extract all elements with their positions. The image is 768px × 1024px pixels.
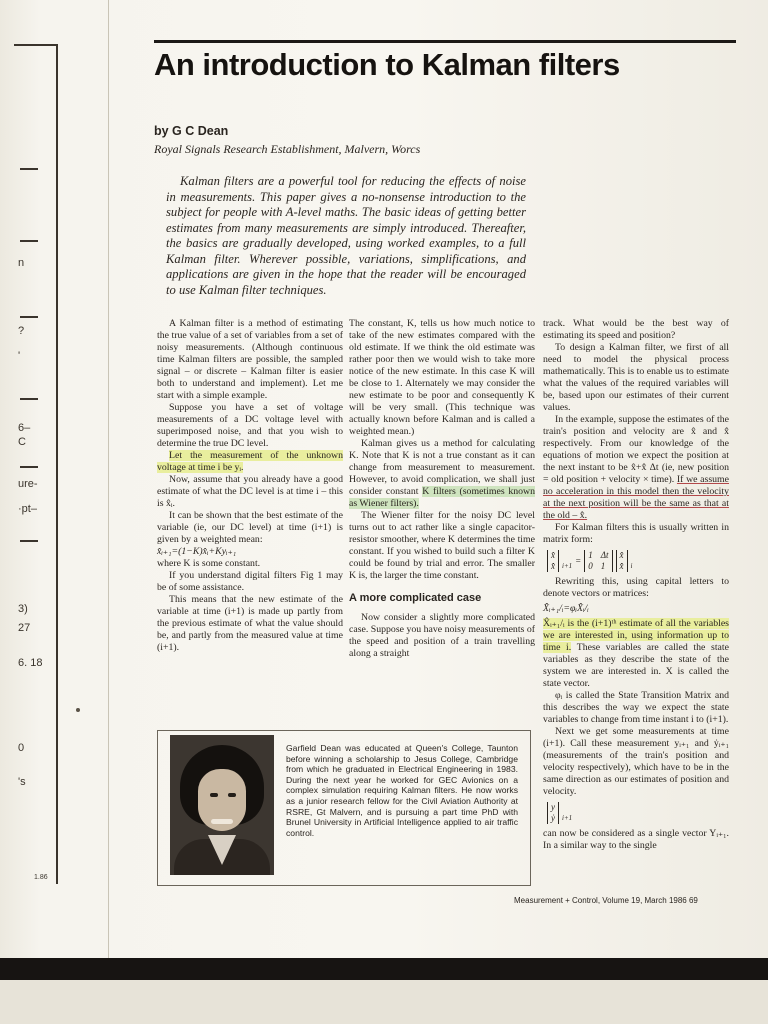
transition-matrix <box>584 550 612 572</box>
text-run: In the example, suppose the estimates of the train's position and velocity are x̂ and x̂̇ respectively. From our knowledge of the equations of motion we expect the position at the next instant to be x̂+x̂̇ Δt (ie, new position = old position + velocity × time). <box>543 414 729 485</box>
vector-right <box>616 550 628 572</box>
text-column-1 <box>157 318 343 654</box>
author-bio-box <box>157 730 531 886</box>
paragraph: Next we get some measurements at time (i+1). Call these measurement yᵢ₊₁ and ẏᵢ₊₁ (measurements of the train's position and velocity respectively), which have to be in the same direction as our estimates of position and velocity. <box>543 726 729 797</box>
measurement-vector <box>547 802 729 824</box>
equation-weighted-mean: x̂ᵢ₊₁=(1−K)x̂ᵢ+Kyᵢ₊₁ <box>157 546 237 557</box>
author-affiliation: Royal Signals Research Establishment, Malvern, Worcs <box>154 142 421 156</box>
abstract: Kalman filters are a powerful tool for reducing the effects of noise in measurements. This paper gives a no-nonsense introduction to the subject for people with A-level maths. The basic ideas of getting better estimates from many measurements are simply introduced. Thereafter, the basics are gradually developed, using worked examples, to a full Kalman filter. Wherever possible, variations, simplifications, and applications are given in the hope that the reader will be encouraged to use Kalman filter techniques. <box>166 174 526 297</box>
margin-fragment: C <box>18 436 26 448</box>
page-footer: Measurement + Control, Volume 19, March 1986 69 <box>514 896 698 905</box>
margin-rule-top <box>14 44 58 46</box>
subscript: i <box>630 562 633 570</box>
photo-eye <box>228 793 236 797</box>
text-column-2 <box>349 318 535 660</box>
author-byline: by G C Dean <box>154 124 229 138</box>
margin-fragment: 3) <box>18 603 28 615</box>
paragraph: Rewriting this, using capital letters to denote vectors or matrices: <box>543 576 729 599</box>
paragraph: The constant, K, tells us how much notice to take of the new estimates compared with the old estimate. If we think the old estimate was rather poor then we would wish to take more notice of the new estimate. In this case K will be close to 1. Alternately we may consider the new estimate to be poor and consequently K will be very small. (This technique was actually known before Kalman and is called a weighted mean.) <box>349 318 535 437</box>
speck <box>76 708 80 712</box>
underlined-text: If we assume no acceleration in this model then the velocity at the next position will be the same as that at the old – x̂̇. <box>543 474 730 521</box>
paragraph: It can be shown that the best estimate of the variable (ie, our DC level) at time (i+1) is given by a weighted mean: <box>157 510 343 545</box>
photo-mouth <box>211 819 233 824</box>
paragraph <box>543 414 729 522</box>
margin-fragment: ' <box>18 350 21 362</box>
matrix-cell: y <box>551 802 555 812</box>
author-photo <box>170 735 274 875</box>
paragraph: This means that the new estimate of the variable at time (i+1) is made up partly from the previous estimate of what the value should be, and partly from the measured value at time (i+1). <box>157 594 343 653</box>
margin-fragment: 's <box>18 776 26 788</box>
paragraph <box>349 438 535 510</box>
equation-state: X̂ᵢ₊₁/ᵢ=φᵢX̂ᵢ/ᵢ <box>543 603 589 614</box>
page-fold <box>108 0 109 960</box>
text-run: These variables are called the state variables as they describe the state of the system we are interested in. X is called the state vector. <box>543 642 729 689</box>
margin-fragment: ? <box>18 325 25 337</box>
margin-fragment: ·pt– <box>18 503 37 515</box>
margin-fragment: 6– <box>18 422 31 434</box>
photo-eye <box>210 793 218 797</box>
vector-left <box>547 550 559 572</box>
paragraph: where K is some constant. <box>157 558 261 569</box>
matrix-cell: Δt <box>600 550 609 560</box>
paragraph: The Wiener filter for the noisy DC level turns out to act rather like a single capacitor-resistor smoother, where K determines the time constant. If you wished to build such a filter K could be found by trial and error. The smaller K is, the larger the time constant. <box>349 510 535 581</box>
matrix-cell: 1 <box>600 561 606 571</box>
title-rule <box>154 40 736 43</box>
vector <box>547 802 559 824</box>
margin-tick <box>20 398 38 400</box>
highlight: K filters (sometimes known as Wiener filters). <box>349 486 535 509</box>
margin-tick <box>20 316 38 318</box>
highlight: X̂ᵢ₊₁/ᵢ is the (i+1)ᵗʰ estimate of all the variables we are interested in, using information up to time i. <box>543 618 729 653</box>
margin-fragment: 0 <box>18 742 25 754</box>
text-column-3 <box>543 318 729 852</box>
margin-fragment: 27 <box>18 622 31 634</box>
highlight: Let the measurement of the unknown voltage at time i be yᵢ. <box>157 450 343 473</box>
matrix-cell: 1 <box>588 550 593 560</box>
matrix-cell: x̂ <box>551 550 555 560</box>
author-bio: Garfield Dean was educated at Queen's College, Taunton before winning a scholarship to Jesus College, Cambridge from which he graduated in Electrical Engineering in 1983. During the next year he worked for GEC Avionics on a complex simulation requiring Kalman filters. He now works as a junior research fellow for the Civil Aviation Authority at RSRE, Gt Malvern, and is pursuing a part time PhD with Brunel University in Artificial Intelligence applied to air traffic control. <box>286 743 518 838</box>
paragraph: Now consider a slightly more complicated case. Suppose you have noisy measurements of the speed and position of a train travelling along a straight <box>349 612 535 659</box>
paragraph: Suppose you have a set of voltage measurements of a DC voltage level with superimposed noise, and that you wish to determine the true DC level. <box>157 402 343 449</box>
subscript: i+1 <box>562 562 573 570</box>
previous-page-margin <box>0 0 112 960</box>
scan-edge-band <box>0 958 768 980</box>
paragraph: Now, assume that you already have a good estimate of what the DC level is at time i – this is x̂ᵢ. <box>157 474 343 509</box>
paragraph: track. What would be the best way of estimating its speed and position? <box>543 318 729 341</box>
paragraph-highlighted <box>543 618 729 690</box>
paragraph: A Kalman filter is a method of estimating the true value of a set of variables from a set of noisy measurements. (Although continuous time Kalman filters are possible, the sampled signal – or discrete – Kalman filter is easier both to understand and implement). Let me start with a simple example. <box>157 318 343 401</box>
margin-tick <box>20 240 38 242</box>
matrix-cell: x̂̇ <box>551 561 555 571</box>
scan-bottom-strip <box>0 980 768 1024</box>
margin-tick <box>20 540 38 542</box>
text-run: Kalman gives us a method for calculating K. Note that K is not a true constant as it can change from measurement to measurement. However, to avoid complication, we shall just consider constant <box>349 438 535 497</box>
state-matrix-equation <box>547 550 729 572</box>
paragraph: To design a Kalman filter, we first of all need to model the physical process mathematically. This is to enable us to estimate what the values of the required variables will be, based upon our estimates of their current values. <box>543 342 729 413</box>
margin-tick <box>20 168 38 170</box>
matrix-cell: ẏ <box>551 813 555 823</box>
previous-page-number: 1.86 <box>34 874 48 881</box>
article-title: An introduction to Kalman filters <box>154 47 620 82</box>
equals-sign: = <box>575 556 582 566</box>
margin-fragment: 6. 18 <box>18 657 43 669</box>
margin-tick <box>20 466 38 468</box>
subscript: i+1 <box>562 814 573 822</box>
section-heading: A more complicated case <box>349 592 482 604</box>
margin-rule <box>56 44 58 884</box>
paragraph: can now be considered as a single vector Yᵢ₊₁. In a similar way to the single <box>543 828 729 851</box>
matrix-cell: x̂̇ <box>619 561 624 571</box>
margin-fragment: n <box>18 257 25 269</box>
paragraph: φᵢ is called the State Transition Matrix and this describes the way we expect the state variables to change from time instant i to (i+1). <box>543 690 729 725</box>
matrix-cell: x̂ <box>619 550 624 560</box>
paragraph: For Kalman filters this is usually written in matrix form: <box>543 522 729 545</box>
margin-fragment: ure- <box>18 478 38 490</box>
paragraph: If you understand digital filters Fig 1 may be of some assistance. <box>157 570 343 593</box>
matrix-cell: 0 <box>588 561 593 571</box>
paragraph-highlighted <box>157 450 343 474</box>
